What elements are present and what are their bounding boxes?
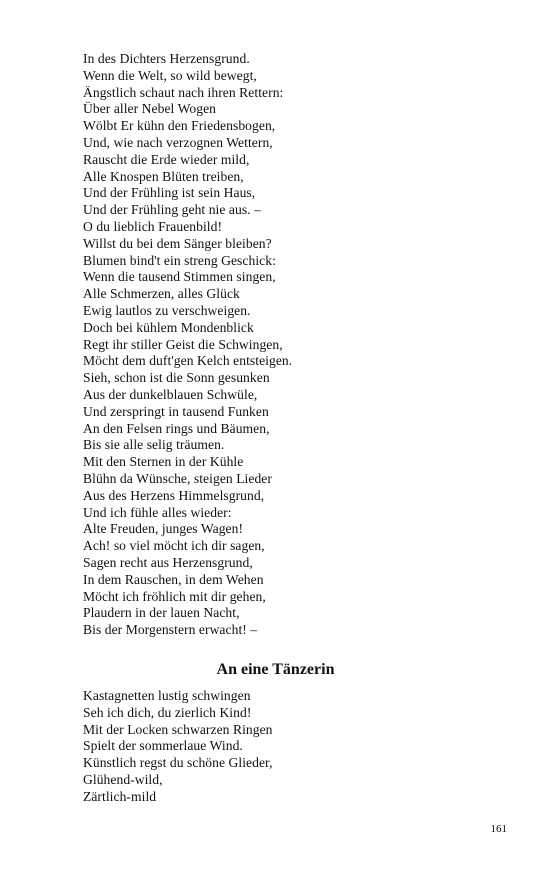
poem-line: Spielt der sommerlaue Wind.	[83, 738, 243, 754]
poem-line: In des Dichters Herzensgrund.	[83, 51, 250, 66]
poem-line: Ewig lautlos zu verschweigen.	[83, 302, 251, 318]
poem-line: Und ich fühle alles wieder:	[83, 504, 232, 520]
poem-line: O du lieblich Frauenbild!	[83, 218, 223, 234]
poem-line: Und der Frühling geht nie aus. –	[83, 202, 261, 218]
poem-line: Glühend-wild,	[83, 771, 163, 787]
poem-an-eine-taenzerin	[83, 688, 503, 806]
poem-line: Wenn die Welt, so wild bewegt,	[83, 67, 257, 83]
poem-line: Und zerspringt in tausend Funken	[83, 403, 269, 419]
poem-line: Plaudern in der lauen Nacht,	[83, 605, 240, 621]
poem-line: Bis der Morgenstern erwacht! –	[83, 622, 258, 638]
poem-line: Blühn da Wünsche, steigen Lieder	[83, 470, 272, 486]
poem-line: Alle Knospen Blüten treiben,	[83, 168, 244, 184]
poem-line: Und der Frühling ist sein Haus,	[83, 185, 256, 201]
poem-line: Künstlich regst du schöne Glieder,	[83, 755, 273, 771]
poem-line: Ach! so viel möcht ich dir sagen,	[83, 538, 265, 554]
poem-line: Willst du bei dem Sänger bleiben?	[83, 235, 272, 251]
poem-line: In dem Rauschen, in dem Wehen	[83, 571, 264, 587]
poem-line: Sieh, schon ist die Sonn gesunken	[83, 370, 270, 386]
poem-line: Möcht ich fröhlich mit dir gehen,	[83, 588, 266, 604]
poem-line: Über aller Nebel Wogen	[83, 101, 216, 117]
poem-line: Mit den Sternen in der Kühle	[83, 454, 244, 470]
poem-line: Möcht dem duft'gen Kelch entsteigen.	[83, 353, 293, 369]
poem-line: An den Felsen rings und Bäumen,	[83, 420, 270, 436]
poem-line: Sagen recht aus Herzensgrund,	[83, 554, 253, 570]
poem-line: Und, wie nach verzognen Wettern,	[83, 134, 273, 150]
poem-line: Blumen bind't ein streng Geschick:	[83, 252, 276, 268]
page-number: 161	[490, 823, 507, 835]
poem-line: Bis sie alle selig träumen.	[83, 437, 225, 453]
poem-line: Aus der dunkelblauen Schwüle,	[83, 386, 258, 402]
poem-line: Aus des Herzens Himmelsgrund,	[83, 487, 265, 503]
poem-line: Rauscht die Erde wieder mild,	[83, 151, 250, 167]
poem-line: Mit der Locken schwarzen Ringen	[83, 721, 273, 737]
poem-title: An eine Tänzerin	[216, 661, 335, 678]
poem-line: Doch bei kühlem Mondenblick	[83, 319, 254, 335]
poem-line: Seh ich dich, du zierlich Kind!	[83, 704, 252, 720]
poem-line: Kastagnetten lustig schwingen	[83, 688, 251, 703]
poem-line: Alte Freuden, junges Wagen!	[83, 521, 244, 537]
poem-line: Wenn die tausend Stimmen singen,	[83, 269, 276, 285]
poem-line: Regt ihr stiller Geist die Schwingen,	[83, 336, 283, 352]
poem-line: Wölbt Er kühn den Friedensbogen,	[83, 118, 276, 134]
poem-continued	[83, 51, 503, 639]
poem-line: Zärtlich-mild	[83, 788, 157, 804]
poem-line: Ängstlich schaut nach ihren Rettern:	[83, 84, 284, 100]
poem-line: Alle Schmerzen, alles Glück	[83, 286, 240, 302]
